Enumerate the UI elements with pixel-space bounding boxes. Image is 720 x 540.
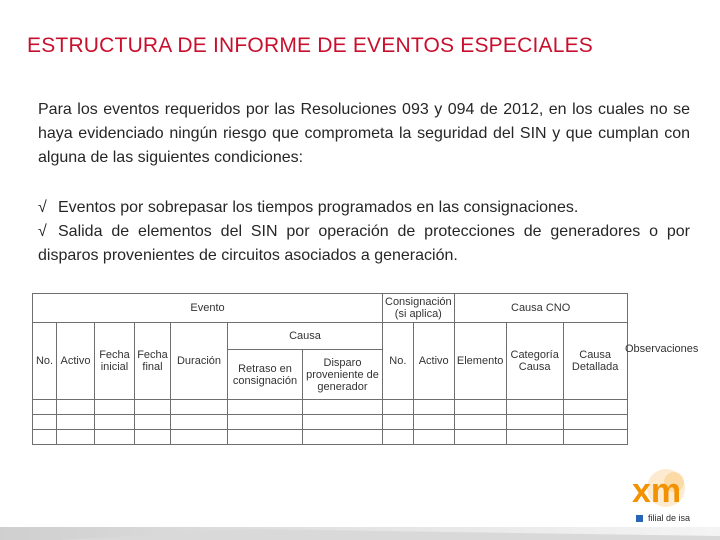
page-title: ESTRUCTURA DE INFORME DE EVENTOS ESPECIALES [27,34,593,57]
xm-logo-icon [628,468,698,510]
condition-item [38,220,690,268]
col-fecha-final: Fecha final [135,323,171,400]
square-icon [636,515,643,522]
col-no: No. [33,323,57,400]
header-observaciones: Observaciones [625,343,699,355]
condition-list [38,196,690,268]
col-categoria-causa: Categoría Causa [506,323,563,400]
condition-text: Salida de elementos del SIN por operación de protecciones de generadores o por disparos provenientes de circuitos asociados a generación. [38,223,690,264]
col-duracion: Duración [171,323,228,400]
xm-logo [628,468,698,515]
report-structure-table [32,293,628,445]
logo-subtitle [636,513,690,523]
col-consignacion-no: No. [383,323,414,400]
header-causa-cno: Causa CNO [454,294,627,323]
header-causa: Causa [228,323,383,350]
condition-text: Eventos por sobrepasar los tiempos programados en las consignaciones. [58,199,579,216]
condition-item [38,196,690,220]
table-row [33,400,628,415]
logo-text: xm [632,472,682,510]
col-retraso-consignacion: Retraso en consignación [228,350,303,400]
logo-subtitle-text: filial de isa [648,513,691,523]
col-activo: Activo [57,323,95,400]
table-row [33,430,628,445]
check-icon: √ [38,199,47,216]
intro-paragraph: Para los eventos requeridos por las Resoluciones 093 y 094 de 2012, en los cuales no se haya evidenciado ningún riesgo que comprometa la seguridad del SIN y que cumplan con alguna de las siguientes condiciones: [38,101,690,166]
col-consignacion-activo: Activo [413,323,454,400]
table-row [33,415,628,430]
header-consignacion: Consignación (si aplica) [383,294,455,323]
header-evento: Evento [33,294,383,323]
col-causa-detallada: Causa Detallada [563,323,627,400]
check-icon: √ [38,223,47,240]
col-disparo-generador: Disparo proveniente de generador [303,350,383,400]
col-elemento: Elemento [454,323,506,400]
footer-stripe [0,527,720,540]
col-fecha-inicial: Fecha inicial [95,323,135,400]
